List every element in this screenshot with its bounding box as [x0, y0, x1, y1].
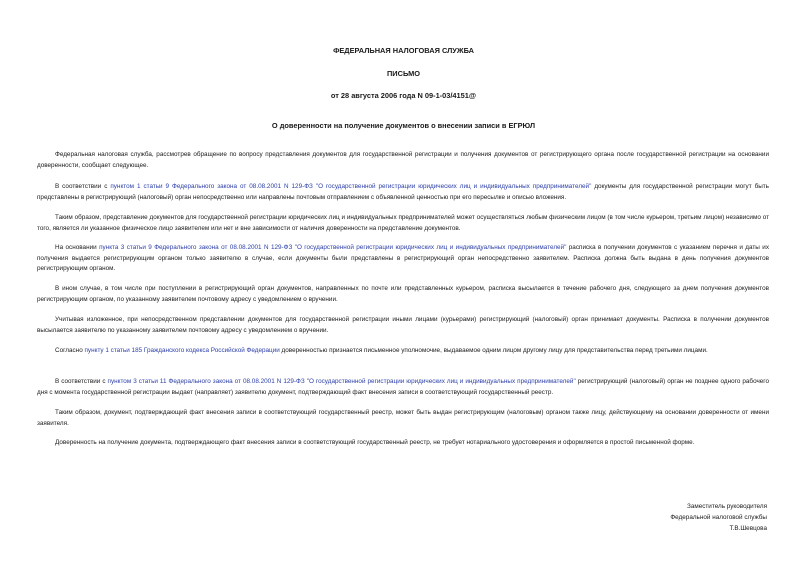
paragraph-7-text-start: Согласно [55, 347, 85, 354]
signatory-name: Т.В.Шевцова [729, 524, 767, 532]
paragraph-10: Доверенность на получение документа, подтверждающего факт внесения записи в соответствующий государственный реестр, не требует нотариального удостоверения и оформляется в простой письменной форме. [55, 439, 695, 446]
paragraph-3: Таким образом, представление документов для государственной регистрации юридических лиц и индивидуальных предпринимателей может осуществляться любым физическим лицом (в том числе курьером, третьим лицом) независимо от того, является ли указанное физическое лицо заявителем или нет и вне зависимости от наличия доверенности на представление документов. [37, 214, 769, 232]
signature-block [467, 502, 767, 534]
agency-title: ФЕДЕРАЛЬНАЯ НАЛОГОВАЯ СЛУЖБА [333, 46, 474, 55]
paragraph-2-text-end: документы для государственной регистрации могут быть представлены в регистрирующий (налоговый) орган непосредственно или направлены почтовым отправлением с объявленной ценностью при его пересылке и описью вложения. [37, 183, 769, 201]
signatory-agency: Федеральной налоговой службы [670, 513, 767, 521]
law-link-art9-p3[interactable]: пункта 3 статьи 9 Федерального закона от 08.08.2001 N 129-ФЗ "О государственной регистрации юридических лиц и индивидуальных предпринимателей" [99, 244, 567, 251]
paragraph-7 [37, 346, 769, 357]
signatory-position: Заместитель руководителя [686, 503, 767, 510]
law-link-art9-p1[interactable]: пунктом 1 статьи 9 Федерального закона от 08.08.2001 N 129-ФЗ "О государственной регистрации юридических лиц и индивидуальных предпринимателей" [110, 183, 592, 190]
document-type: ПИСЬМО [387, 69, 420, 78]
paragraph-8 [37, 377, 769, 398]
paragraph-2 [37, 182, 769, 203]
civil-code-link-art185[interactable]: пункту 1 статьи 185 Гражданского кодекса Российской Федерации [84, 347, 280, 354]
paragraph-8-text-start: В соответствии с [55, 378, 108, 385]
law-link-art11-p3[interactable]: пунктом 3 статьи 11 Федерального закона от 08.08.2001 N 129-ФЗ "О государственной регистрации юридических лиц и индивидуальных предпринимателей" [107, 378, 576, 385]
paragraph-5: В ином случае, в том числе при поступлении в регистрирующий орган документов, направленных по почте или представленных курьером, расписка высылается в течение рабочего дня, следующего за днем получения документов регистрирующим органом, по указанному заявителем почтовому адресу с уведомлением о вручении. [37, 285, 769, 303]
paragraph-7-text-end: доверенностью признается письменное уполномочие, выдаваемое одним лицом другому лицу для представительства перед третьими лицами. [279, 347, 708, 354]
paragraph-8-text-end: регистрирующий (налоговый) орган не позднее одного рабочего дня с момента государственной регистрации выдает (направляет) заявителю документ, подтверждающий факт внесения записи в соответствующий государственный реестр. [37, 378, 769, 396]
paragraph-6: Учитывая изложенное, при непосредственном представлении документов для государственной регистрации иными лицами (курьерами) регистрирующий (налоговый) орган принимает документы. Расписка в получении документов высылается заявителю по указанному заявителем почтовому адресу с уведомлением о вручении. [37, 316, 769, 334]
document-subject: О доверенности на получение документов о внесении записи в ЕГРЮЛ [271, 121, 536, 130]
paragraph-4 [37, 243, 769, 275]
paragraph-4-text-end: расписка в получении документов с указанием перечня и даты их получения выдается регистрирующим органом только заявителю в случае, если документы были представлены в регистрирующий орган непосредственно заявителем. Расписка должна быть выдана в день получения документов регистрирующим органом. [37, 244, 769, 273]
document-date-number: от 28 августа 2006 года N 09-1-03/4151@ [330, 91, 477, 100]
paragraph-9: Таким образом, документ, подтверждающий факт внесения записи в соответствующий государственный реестр, может быть выдан регистрирующим (налоговым) органом также лицу, действующему на основании доверенности от имени заявителя. [37, 409, 769, 427]
paragraph-2-text-start: В соответствии с [55, 183, 111, 190]
paragraph-4-text-start: На основании [55, 244, 100, 251]
paragraph-1: Федеральная налоговая служба, рассмотрев обращение по вопросу представления документов для государственной регистрации и получения документов от регистрирующего органа после государственной регистрации на основании доверенности, сообщает следующее. [37, 151, 769, 169]
